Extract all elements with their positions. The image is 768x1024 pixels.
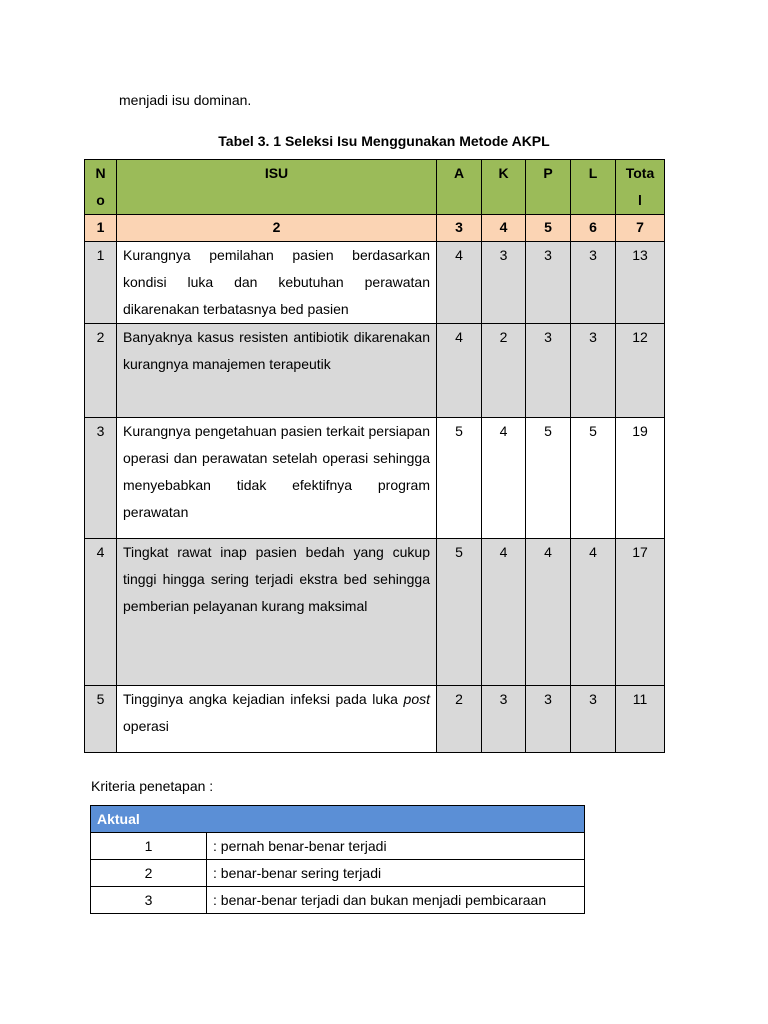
table-row bbox=[85, 324, 665, 418]
row-k: 3 bbox=[482, 686, 526, 753]
index-row bbox=[85, 215, 665, 242]
row-no: 3 bbox=[85, 418, 117, 539]
row-a: 4 bbox=[437, 324, 482, 418]
row-a: 4 bbox=[437, 242, 482, 324]
index-cell: 4 bbox=[482, 215, 526, 242]
criteria-row bbox=[91, 833, 585, 860]
index-cell: 3 bbox=[437, 215, 482, 242]
row-p: 4 bbox=[526, 539, 571, 686]
criteria-desc: : pernah benar-benar terjadi bbox=[207, 833, 585, 860]
row-p: 5 bbox=[526, 418, 571, 539]
header-p: P bbox=[526, 160, 571, 215]
row-no: 1 bbox=[85, 242, 117, 324]
row-isu: Banyaknya kasus resisten antibiotik dikarenakan kurangnya manajemen terapeutik bbox=[117, 324, 437, 418]
index-cell: 7 bbox=[616, 215, 665, 242]
header-a: A bbox=[437, 160, 482, 215]
row-total: 12 bbox=[616, 324, 665, 418]
row-a: 2 bbox=[437, 686, 482, 753]
table-row bbox=[85, 539, 665, 686]
index-cell: 1 bbox=[85, 215, 117, 242]
header-l: L bbox=[571, 160, 616, 215]
row-k: 4 bbox=[482, 539, 526, 686]
header-isu: ISU bbox=[117, 160, 437, 215]
header-total: Tota l bbox=[616, 160, 665, 215]
row-k: 2 bbox=[482, 324, 526, 418]
row-p: 3 bbox=[526, 324, 571, 418]
kriteria-label: Kriteria penetapan : bbox=[91, 778, 214, 794]
criteria-row bbox=[91, 887, 585, 914]
row-total: 13 bbox=[616, 242, 665, 324]
table-row bbox=[85, 418, 665, 539]
table-row bbox=[85, 242, 665, 324]
row-a: 5 bbox=[437, 418, 482, 539]
row-isu: Kurangnya pengetahuan pasien terkait persiapan operasi dan perawatan setelah operasi sehingga menyebabkan tidak efektifnya program perawatan bbox=[117, 418, 437, 539]
row-no: 5 bbox=[85, 686, 117, 753]
header-k: K bbox=[482, 160, 526, 215]
row-k: 4 bbox=[482, 418, 526, 539]
row-total: 17 bbox=[616, 539, 665, 686]
criteria-table bbox=[90, 805, 585, 914]
table-caption: Tabel 3. 1 Seleksi Isu Menggunakan Metode AKPL bbox=[218, 133, 550, 149]
row-l: 3 bbox=[571, 686, 616, 753]
row-total: 19 bbox=[616, 418, 665, 539]
row-l: 3 bbox=[571, 324, 616, 418]
criteria-num: 1 bbox=[91, 833, 207, 860]
row-l: 5 bbox=[571, 418, 616, 539]
row-l: 3 bbox=[571, 242, 616, 324]
criteria-desc: : benar-benar sering terjadi bbox=[207, 860, 585, 887]
index-cell: 2 bbox=[117, 215, 437, 242]
italic-post: post bbox=[403, 691, 430, 707]
table-row bbox=[85, 686, 665, 753]
criteria-header-row bbox=[91, 806, 585, 833]
criteria-header: Aktual bbox=[91, 806, 585, 833]
criteria-row bbox=[91, 860, 585, 887]
row-no: 4 bbox=[85, 539, 117, 686]
row-isu: Kurangnya pemilahan pasien berdasarkan kondisi luka dan kebutuhan perawatan dikarenakan terbatasnya bed pasien bbox=[117, 242, 437, 324]
row-p: 3 bbox=[526, 242, 571, 324]
criteria-desc: : benar-benar terjadi dan bukan menjadi pembicaraan bbox=[207, 887, 585, 914]
criteria-num: 2 bbox=[91, 860, 207, 887]
index-cell: 6 bbox=[571, 215, 616, 242]
row-p: 3 bbox=[526, 686, 571, 753]
row-k: 3 bbox=[482, 242, 526, 324]
index-cell: 5 bbox=[526, 215, 571, 242]
row-l: 4 bbox=[571, 539, 616, 686]
row-isu: Tingginya angka kejadian infeksi pada luka post operasi bbox=[117, 686, 437, 753]
akpl-table bbox=[84, 159, 665, 753]
row-total: 11 bbox=[616, 686, 665, 753]
criteria-num: 3 bbox=[91, 887, 207, 914]
intro-text: menjadi isu dominan. bbox=[119, 92, 252, 108]
row-no: 2 bbox=[85, 324, 117, 418]
row-a: 5 bbox=[437, 539, 482, 686]
row-isu: Tingkat rawat inap pasien bedah yang cukup tinggi hingga sering terjadi ekstra bed sehingga pemberian pelayanan kurang maksimal bbox=[117, 539, 437, 686]
header-no: N o bbox=[85, 160, 117, 215]
